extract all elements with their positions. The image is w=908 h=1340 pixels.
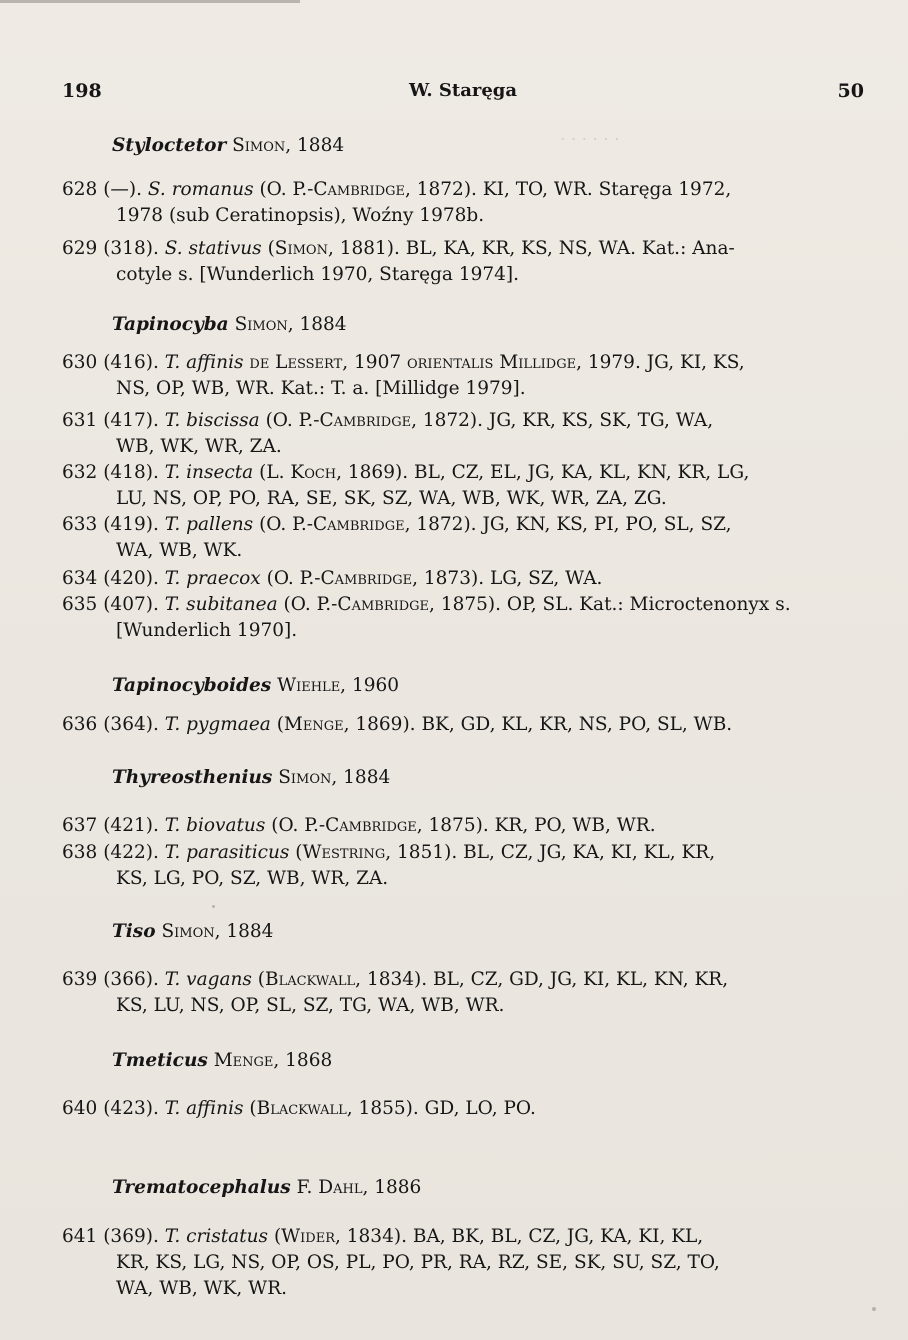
species-entry: 637 (421). T. biovatus (O. P.-Cambridge, 1875). KR, PO, WB, WR. <box>62 815 656 836</box>
species-entry: 630 (416). T. affinis de Lessert, 1907 orientalis Millidge, 1979. JG, KI, KS, NS, OP, WB, WR. Kat.: T. a. [Millidge 1979]. <box>62 352 745 399</box>
species-entry: 635 (407). T. subitanea (O. P.-Cambridge, 1875). OP, SL. Kat.: Microctenonyx s. [Wunderlich 1970]. <box>62 594 791 641</box>
species-entry: 634 (420). T. praecox (O. P.-Cambridge, 1873). LG, SZ, WA. <box>62 568 603 589</box>
species-entry: 632 (418). T. insecta (L. Koch, 1869). BL, CZ, EL, JG, KA, KL, KN, KR, LG, LU, NS, OP, PO, RA, SE, SK, SZ, WA, WB, WK, WR, ZA, ZG. <box>62 462 750 509</box>
species-entry: 638 (422). T. parasiticus (Westring, 1851). BL, CZ, JG, KA, KI, KL, KR, KS, LG, PO, SZ, WB, WR, ZA. <box>62 842 716 889</box>
species-entry: 641 (369). T. cristatus (Wider, 1834). BA, BK, BL, CZ, JG, KA, KI, KL, KR, KS, LG, NS, OP, OS, PL, PO, PR, RA, RZ, SE, SK, SU, SZ, TO, WA, WB, WK, WR. <box>62 1226 720 1299</box>
running-title: W. Staręga <box>408 80 518 101</box>
species-entry: 628 (—). S. romanus (O. P.-Cambridge, 1872). KI, TO, WR. Staręga 1972, 1978 (sub Ceratinopsis), Woźny 1978b. <box>62 179 732 226</box>
running-header <box>62 80 864 110</box>
species-entry: 633 (419). T. pallens (O. P.-Cambridge, 1872). JG, KN, KS, PI, PO, SL, SZ, WA, WB, WK. <box>62 514 732 561</box>
speck <box>872 1307 876 1311</box>
genus-heading: Thyreosthenius Simon, 1884 <box>112 767 391 788</box>
genus-heading: Trematocephalus F. Dahl, 1886 <box>112 1177 422 1198</box>
speck <box>212 905 215 908</box>
species-entry: 631 (417). T. biscissa (O. P.-Cambridge, 1872). JG, KR, KS, SK, TG, WA, WB, WK, WR, ZA. <box>62 410 714 457</box>
scan-edge <box>0 0 300 3</box>
genus-heading: Tmeticus Menge, 1868 <box>112 1050 333 1071</box>
genus-heading: Tapinocyboides Wiehle, 1960 <box>112 675 400 696</box>
species-entry: 636 (364). T. pygmaea (Menge, 1869). BK, GD, KL, KR, NS, PO, SL, WB. <box>62 714 733 735</box>
page-number-right: 50 <box>837 80 864 102</box>
genus-heading: Tapinocyba Simon, 1884 <box>112 314 347 335</box>
species-entry: 639 (366). T. vagans (Blackwall, 1834). BL, CZ, GD, JG, KI, KL, KN, KR, KS, LU, NS, OP, SL, SZ, TG, WA, WB, WR. <box>62 969 729 1016</box>
species-entry: 640 (423). T. affinis (Blackwall, 1855). GD, LO, PO. <box>62 1098 536 1119</box>
genus-heading: Styloctetor Simon, 1884 <box>112 135 345 156</box>
page-number-left: 198 <box>62 80 102 102</box>
species-entry: 629 (318). S. stativus (Simon, 1881). BL, KA, KR, KS, NS, WA. Kat.: Ana- cotyle s. [Wunderlich 1970, Staręga 1974]. <box>62 238 735 285</box>
genus-heading: Tiso Simon, 1884 <box>112 921 274 942</box>
bleed-through: · · · · · · <box>560 130 620 150</box>
